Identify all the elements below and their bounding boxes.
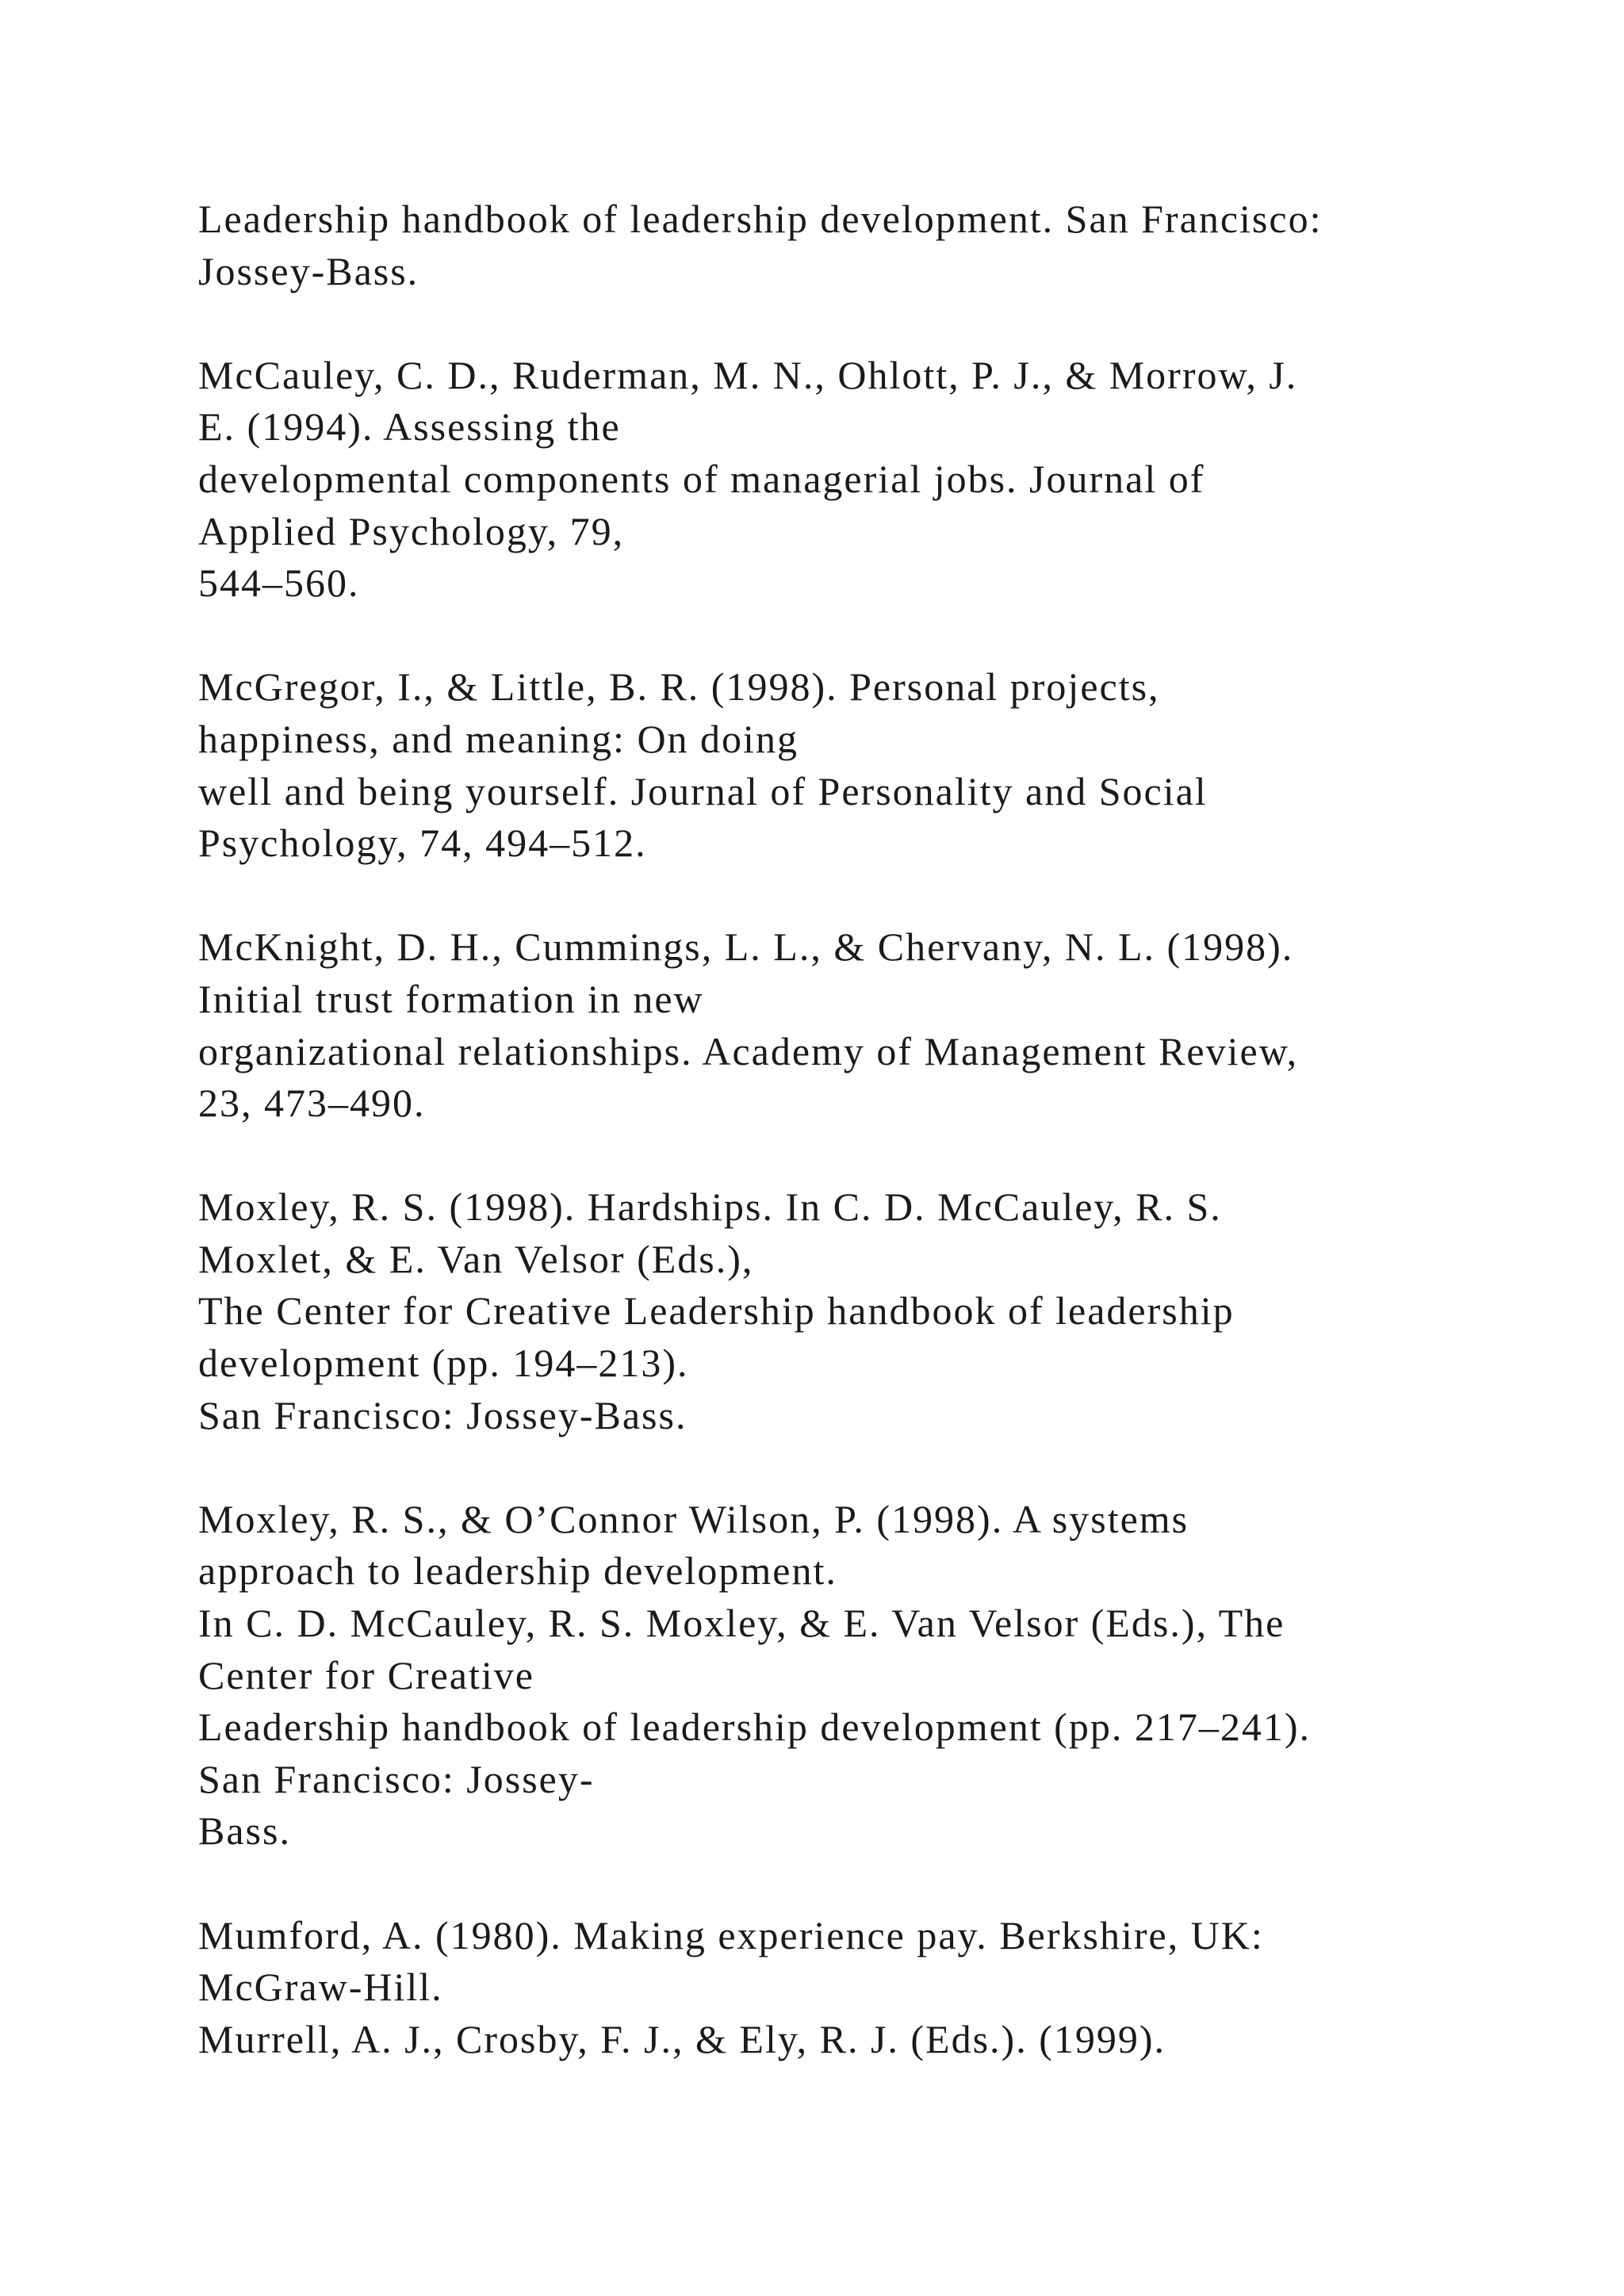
reference-text-line: Leadership handbook of leadership development (pp. 217–241). bbox=[198, 1705, 1311, 1750]
reference-text-line: happiness, and meaning: On doing bbox=[198, 716, 799, 761]
reference-text-line: E. (1994). Assessing the bbox=[198, 404, 621, 450]
reference-list bbox=[198, 193, 1467, 2065]
reference-text-line: Moxlet, & E. Van Velsor (Eds.), bbox=[198, 1236, 754, 1281]
reference-text-line: McGraw-Hill. bbox=[198, 1965, 443, 2010]
reference-text-line: Moxley, R. S., & O’Connor Wilson, P. (1998). A systems bbox=[198, 1496, 1189, 1541]
reference-text-line: developmental components of managerial jobs. Journal of bbox=[198, 456, 1205, 501]
reference-text-line: In C. D. McCauley, R. S. Moxley, & E. Van Velsor (Eds.), The bbox=[198, 1601, 1285, 1646]
reference-text-line: The Center for Creative Leadership handbook of leadership bbox=[198, 1288, 1235, 1334]
paragraph-gap bbox=[198, 1441, 1467, 1494]
reference-text-line: San Francisco: Jossey- bbox=[198, 1756, 595, 1801]
reference-text-line: well and being yourself. Journal of Personality and Social bbox=[198, 768, 1208, 813]
paragraph-gap bbox=[198, 1130, 1467, 1182]
reference-text-line: San Francisco: Jossey-Bass. bbox=[198, 1392, 688, 1437]
reference-text-line: Leadership handbook of leadership development. San Francisco: bbox=[198, 197, 1323, 241]
reference-text-line: 23, 473–490. bbox=[198, 1081, 426, 1126]
paragraph-gap bbox=[198, 1858, 1467, 1910]
reference-text-line: Mumford, A. (1980). Making experience pay. Berkshire, UK: bbox=[198, 1912, 1264, 1957]
paragraph-gap bbox=[198, 297, 1467, 350]
reference-text-line: organizational relationships. Academy of Management Review, bbox=[198, 1028, 1299, 1073]
reference-text-line: Bass. bbox=[198, 1808, 291, 1854]
reference-text-line: 544–560. bbox=[198, 561, 360, 606]
paragraph-gap bbox=[198, 870, 1467, 922]
reference-text-line: approach to leadership development. bbox=[198, 1548, 837, 1594]
paragraph-gap bbox=[198, 610, 1467, 662]
reference-text-line: Initial trust formation in new bbox=[198, 976, 704, 1021]
reference-text-line: Center for Creative bbox=[198, 1652, 534, 1697]
reference-text-line: McKnight, D. H., Cummings, L. L., & Chervany, N. L. (1998). bbox=[198, 924, 1294, 970]
reference-text-line: Jossey-Bass. bbox=[198, 248, 419, 293]
reference-text-line: development (pp. 194–213). bbox=[198, 1341, 689, 1386]
reference-text-line: Moxley, R. S. (1998). Hardships. In C. D. McCauley, R. S. bbox=[198, 1184, 1222, 1230]
reference-text-line: McGregor, I., & Little, B. R. (1998). Personal projects, bbox=[198, 664, 1160, 710]
reference-text-line: Applied Psychology, 79, bbox=[198, 508, 625, 553]
reference-text-line: Murrell, A. J., Crosby, F. J., & Ely, R. J. (Eds.). (1999). bbox=[198, 2016, 1166, 2061]
reference-text-line: McCauley, C. D., Ruderman, M. N., Ohlott, P. J., & Morrow, J. bbox=[198, 352, 1298, 397]
reference-text-line: Psychology, 74, 494–512. bbox=[198, 821, 647, 866]
